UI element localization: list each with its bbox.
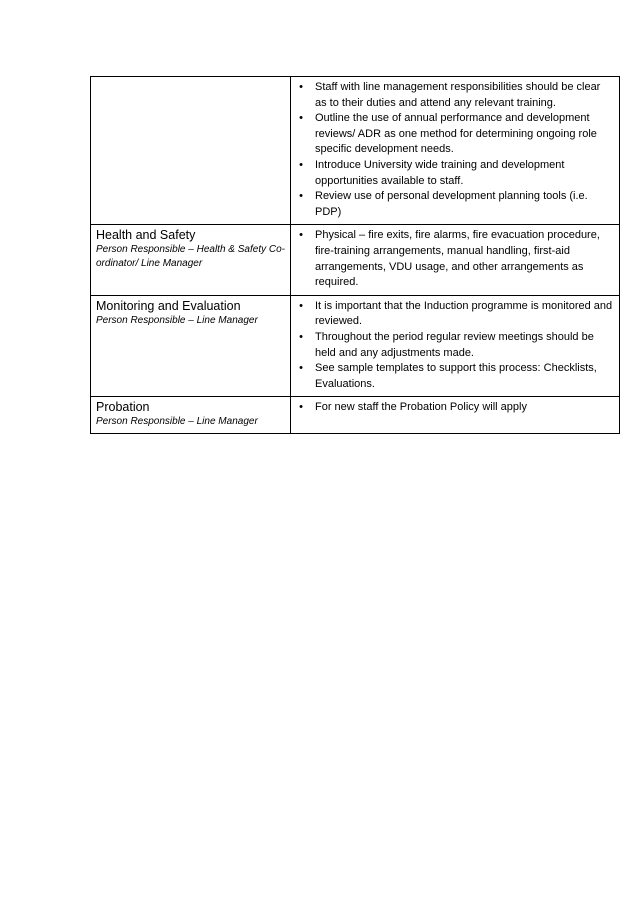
bullet-list <box>296 80 614 220</box>
list-item-text: Staff with line management responsibilities should be clear as to their duties and attend any relevant training. <box>315 81 601 109</box>
bullet-icon: • <box>299 401 303 414</box>
bullet-list <box>296 299 614 393</box>
row-heading-cell <box>91 225 291 295</box>
row-title: Monitoring and Evaluation <box>96 298 241 313</box>
induction-table <box>90 76 620 434</box>
list-item <box>296 111 614 158</box>
table-row <box>91 397 620 434</box>
bullet-icon: • <box>299 158 303 171</box>
bullet-icon: • <box>299 190 303 203</box>
list-item-text: Introduce University wide training and development opportunities available to staff. <box>315 158 565 187</box>
row-heading-cell <box>91 295 291 397</box>
table-row <box>91 77 620 225</box>
row-title: Health and Safety <box>96 228 196 243</box>
bullet-list <box>296 400 614 416</box>
bullet-list <box>296 228 614 290</box>
row-heading-cell <box>91 397 291 434</box>
table-row <box>91 225 620 295</box>
list-item <box>296 330 614 361</box>
list-item-text: Physical – fire exits, fire alarms, fire evacuation procedure, fire-training arrangements, manual handling, first-aid arrangements, VDU usage, and other arrangements as required. <box>315 229 600 289</box>
list-item <box>296 158 614 189</box>
row-title: Probation <box>96 400 150 415</box>
bullet-icon: • <box>299 229 303 242</box>
row-content-cell <box>291 225 620 295</box>
list-item-text: Review use of personal development planning tools (i.e. PDP) <box>315 190 588 218</box>
bullet-icon: • <box>299 330 303 343</box>
list-item <box>296 189 614 220</box>
list-item-text: It is important that the Induction programme is monitored and reviewed. <box>315 299 613 328</box>
list-item <box>296 400 614 416</box>
bullet-icon: • <box>299 112 303 125</box>
row-content-cell <box>291 397 620 434</box>
person-responsible: Person Responsible – Line Manager <box>96 416 258 428</box>
row-content-cell <box>291 77 620 225</box>
list-item-text: Throughout the period regular review meetings should be held and any adjustments made. <box>315 330 594 359</box>
bullet-icon: • <box>299 362 303 375</box>
bullet-icon: • <box>299 299 303 312</box>
list-item-text: See sample templates to support this process: Checklists, Evaluations. <box>315 362 597 390</box>
list-item-text: Outline the use of annual performance and development reviews/ ADR as one method for determining ongoing role specific development needs. <box>315 112 597 156</box>
bullet-icon: • <box>299 81 303 93</box>
row-content-cell <box>291 295 620 397</box>
list-item-text: For new staff the Probation Policy will apply <box>315 401 527 414</box>
list-item <box>296 228 614 290</box>
list-item <box>296 80 614 111</box>
table-row <box>91 295 620 397</box>
list-item <box>296 299 614 330</box>
person-responsible: Person Responsible – Health & Safety Co-ordinator/ Line Manager <box>96 244 285 270</box>
list-item <box>296 361 614 392</box>
row-heading-cell <box>91 77 291 225</box>
person-responsible: Person Responsible – Line Manager <box>96 314 258 326</box>
